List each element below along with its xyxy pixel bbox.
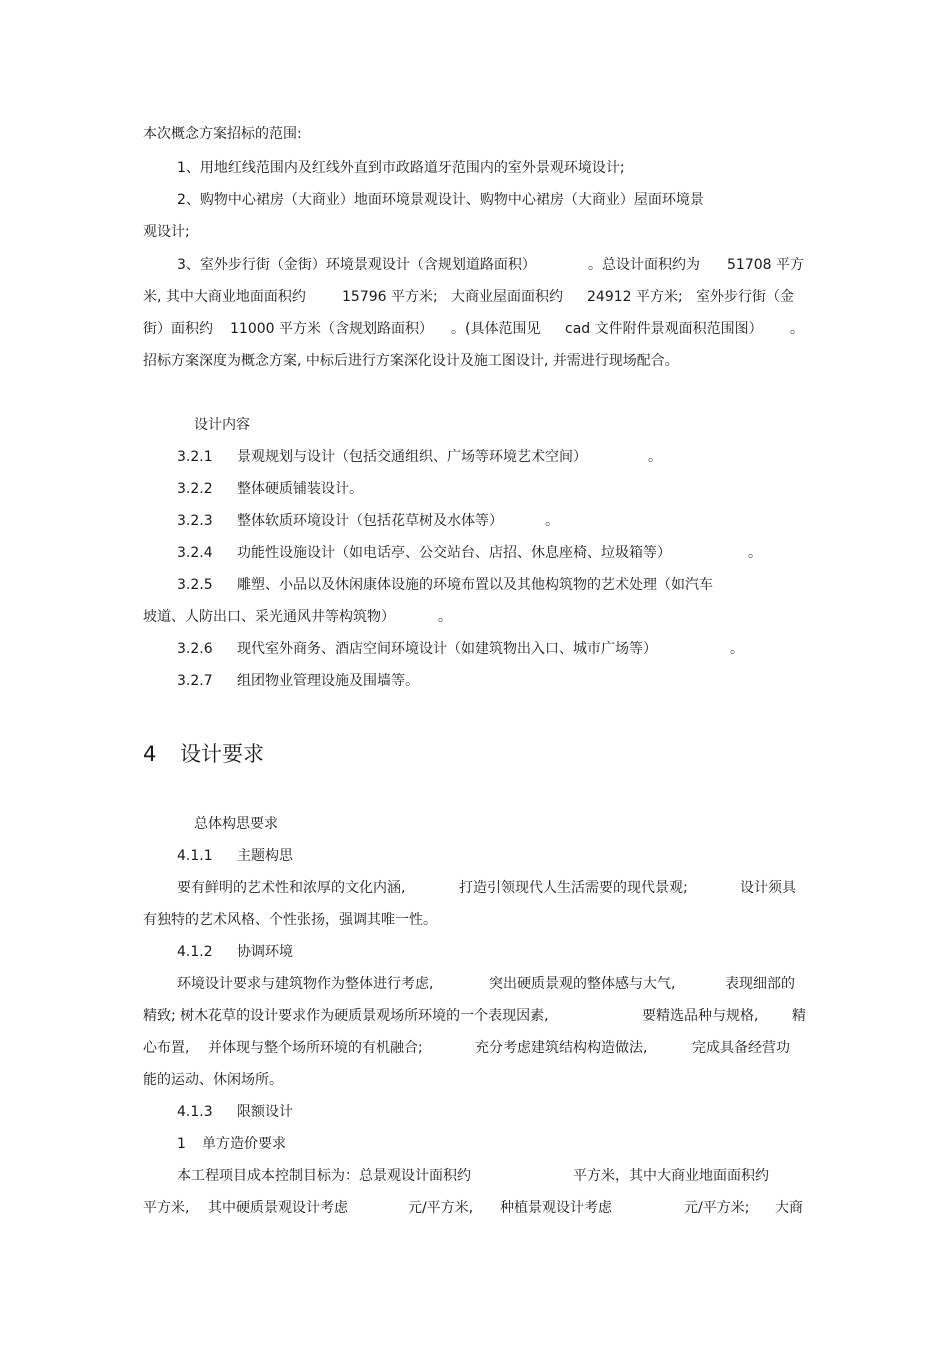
content-item-cont-end: 。 [438,609,452,625]
subsection-title: 主题构思 [237,848,293,864]
scope-title: 本次概念方案招标的范围: [143,126,302,142]
content-item-text: 功能性设施设计（如电话亭、公交站台、店招、休息座椅、垃圾箱等） [237,545,671,561]
paragraph-text: 完成具备经营功 [692,1040,790,1056]
paragraph-text: 有独特的艺术风格、个性张扬，强调其唯一性。 [143,912,437,928]
paragraph-text: 心布置, [143,1040,190,1056]
paragraph-text: 并体现与整个场所环境的有机融合; [208,1040,423,1056]
paragraph-text: 精致; 树木花草的设计要求作为硬质景观场所环境的一个表现因素, [143,1008,549,1024]
scope-item-3-h: 室外步行街（金 [696,289,794,305]
paragraph-text: 充分考虑建筑结构构造做法, [475,1040,648,1056]
paragraph-text: 本工程项目成本控制目标为：总景观设计面积约 [177,1168,471,1184]
content-item-end: 。 [545,513,559,529]
paragraph-text: 设计须具 [740,880,796,896]
subsection-num: 4.1.3 [177,1104,213,1120]
content-item-text: 整体硬质铺装设计。 [237,481,363,497]
paragraph-text: 平方米，其中大商业地面面积约 [573,1168,769,1184]
scope-item-3-k: 。(具体范围见 [451,321,541,337]
scope-item-3-j: 11000 平方米（含规划路面积） [230,321,433,337]
scope-item-2-cont: 观设计; [143,224,190,240]
paragraph-text: 元/平方米, [408,1200,474,1216]
paragraph-text: 精 [792,1008,806,1024]
scope-item-3-n: 招标方案深度为概念方案, 中标后进行方案深化设计及施工图设计, 并需进行现场配合。 [143,353,679,369]
subsection-num: 4.1.1 [177,848,213,864]
sub-item-title: 单方造价要求 [202,1136,286,1152]
scope-item-3-m: 。 [790,321,804,337]
scope-item-3-a: 3、室外步行街（金街）环境景观设计（含规划道路面积） [177,257,536,273]
scope-item-2: 2、购物中心裙房（大商业）地面环境景观设计、购物中心裙房（大商业）屋面环境景 [177,192,704,208]
scope-item-3-b: 。总设计面积约为 [588,257,700,273]
scope-item-3-d: 米, 其中大商业地面面积约 [143,289,306,305]
subsection-num: 4.1.2 [177,944,213,960]
content-item-text: 现代室外商务、酒店空间环境设计（如建筑物出入口、城市广场等） [237,641,657,657]
paragraph-text: 要精选品种与规格, [642,1008,759,1024]
content-item-text: 雕塑、小品以及休闲康体设施的环境布置以及其他构筑物的艺术处理（如汽车 [237,577,713,593]
section-number: 4 [143,742,157,766]
subsection-title: 协调环境 [237,944,293,960]
subsection-title: 限额设计 [237,1104,293,1120]
paragraph-text: 打造引领现代人生活需要的现代景观; [459,880,688,896]
design-content-title: 设计内容 [194,417,250,433]
scope-item-1: 1、用地红线范围内及红线外直到市政路道牙范围内的室外景观环境设计; [177,160,625,176]
paragraph-text: 环境设计要求与建筑物作为整体进行考虑, [177,976,434,992]
paragraph-text: 元/平方米; [684,1200,750,1216]
content-item-num: 3.2.7 [177,673,213,689]
content-item-text: 组团物业管理设施及围墙等。 [237,673,419,689]
content-item-num: 3.2.3 [177,513,213,529]
content-item-end: 。 [648,449,662,465]
scope-item-3-f: 大商业屋面面积约 [451,289,563,305]
content-item-num: 3.2.2 [177,481,213,497]
content-item-cont: 坡道、人防出口、采光通风井等构筑物） [143,609,395,625]
paragraph-text: 其中硬质景观设计考虑 [208,1200,348,1216]
scope-item-3-e: 15796 平方米; [342,289,438,305]
paragraph-text: 表现细部的 [725,976,795,992]
paragraph-text: 种植景观设计考虑 [500,1200,612,1216]
content-item-num: 3.2.4 [177,545,213,561]
paragraph-text: 要有鲜明的艺术性和浓厚的文化内涵, [177,880,406,896]
sub-item-num: 1 [177,1136,186,1152]
content-item-num: 3.2.6 [177,641,213,657]
paragraph-text: 平方米, [143,1200,190,1216]
paragraph-text: 突出硬质景观的整体感与大气, [489,976,676,992]
content-item-num: 3.2.1 [177,449,213,465]
content-item-text: 景观规划与设计（包括交通组织、广场等环境艺术空间） [237,449,587,465]
content-item-text: 整体软质环境设计（包括花草树及水体等） [237,513,503,529]
overall-concept-title: 总体构思要求 [194,816,278,832]
content-item-num: 3.2.5 [177,577,213,593]
scope-item-3-g: 24912 平方米; [587,289,683,305]
paragraph-text: 能的运动、休闲场所。 [143,1072,283,1088]
scope-item-3-l: cad 文件附件景观面积范围图） [565,321,763,337]
content-item-end: 。 [730,641,744,657]
scope-item-3-c: 51708 平方 [727,257,804,273]
paragraph-text: 大商 [775,1200,803,1216]
section-title: 设计要求 [180,742,264,766]
content-item-end: 。 [748,545,762,561]
scope-item-3-i: 街）面积约 [143,321,213,337]
